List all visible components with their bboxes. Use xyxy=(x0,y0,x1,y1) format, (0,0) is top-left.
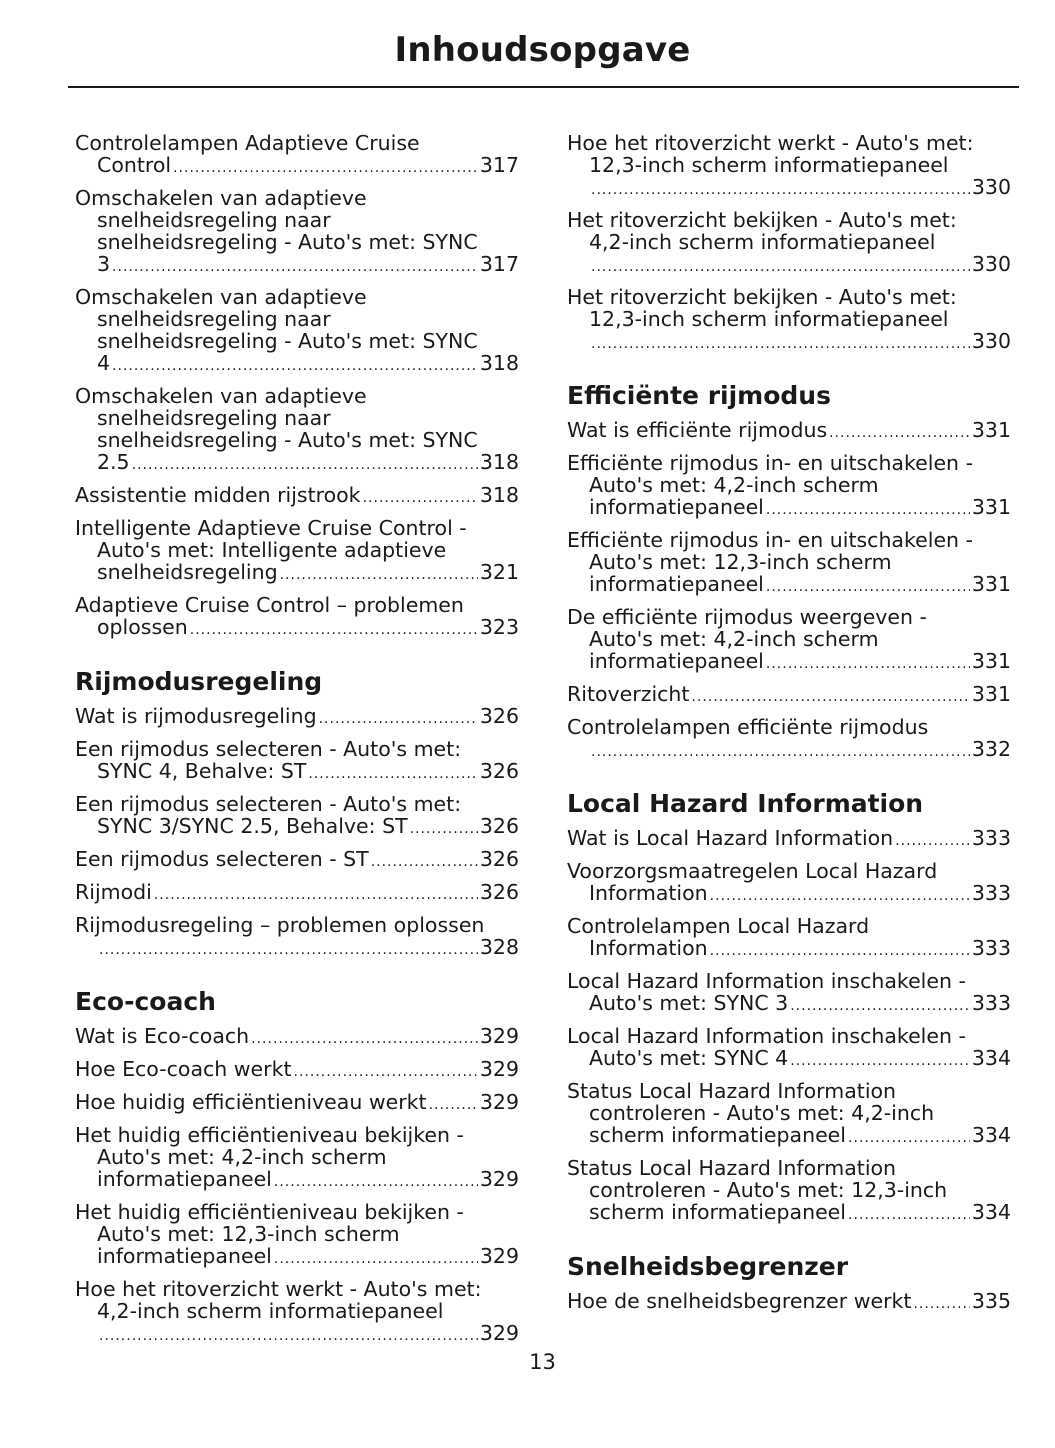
toc-entry[interactable] xyxy=(567,1290,1011,1315)
toc-entry-label: SYNC 4, Behalve: ST xyxy=(97,759,307,783)
toc-entry[interactable] xyxy=(567,716,1011,763)
toc-entry-label: 3 xyxy=(97,252,111,276)
dot-leader xyxy=(112,256,478,278)
dot-leader xyxy=(429,1094,478,1116)
toc-page-number: 323 xyxy=(479,615,519,639)
toc-entry-label: Wat is efficiënte rijmodus xyxy=(567,418,828,442)
toc-entry-line: Auto's met: 12,3-inch scherm xyxy=(589,550,892,574)
toc-entry-line: Omschakelen van adaptieve xyxy=(75,384,367,408)
toc-page-number: 333 xyxy=(971,826,1011,850)
toc-page-number: 331 xyxy=(971,572,1011,596)
toc-entry-label: informatiepaneel xyxy=(589,495,764,519)
toc-entry[interactable] xyxy=(75,848,519,873)
toc-entry-line: Status Local Hazard Information xyxy=(567,1156,897,1180)
toc-entry-line: Status Local Hazard Information xyxy=(567,1079,897,1103)
toc-page-number: 317 xyxy=(479,153,519,177)
toc-page-number: 331 xyxy=(971,495,1011,519)
header-divider xyxy=(68,86,1019,88)
dot-leader xyxy=(829,422,970,444)
toc-entry-label: SYNC 3/SYNC 2.5, Behalve: ST xyxy=(97,814,408,838)
toc-page-number: 326 xyxy=(479,704,519,728)
dot-leader xyxy=(848,1204,970,1226)
toc-entry-label: informatiepaneel xyxy=(97,1244,272,1268)
toc-entry-line: Een rijmodus selecteren - Auto's met: xyxy=(75,737,462,761)
toc-page-number: 326 xyxy=(479,814,519,838)
dot-leader xyxy=(154,884,478,906)
toc-entry[interactable] xyxy=(567,1080,1011,1149)
toc-section-heading: Snelheidsbegrenzer xyxy=(567,1252,849,1281)
toc-page-number: 333 xyxy=(971,991,1011,1015)
dot-leader xyxy=(274,1248,478,1270)
toc-entry-line: controleren - Auto's met: 12,3-inch xyxy=(589,1178,948,1202)
toc-entry-label: scherm informatiepaneel xyxy=(589,1123,846,1147)
toc-entry-line: Efficiënte rijmodus in- en uitschakelen - xyxy=(567,528,973,552)
toc-page-number: 321 xyxy=(479,560,519,584)
toc-entry[interactable] xyxy=(567,452,1011,521)
dot-leader xyxy=(691,686,969,708)
toc-entry-line: Auto's met: Intelligente adaptieve xyxy=(97,538,447,562)
dot-leader xyxy=(274,1171,478,1193)
toc-entry-line: snelheidsregeling - Auto's met: SYNC xyxy=(97,230,478,254)
dot-leader xyxy=(790,1050,970,1072)
toc-entry[interactable] xyxy=(75,705,519,730)
toc-entry[interactable] xyxy=(567,606,1011,675)
dot-leader xyxy=(710,940,970,962)
dot-leader xyxy=(294,1061,478,1083)
toc-entry-line: Intelligente Adaptieve Cruise Control - xyxy=(75,516,467,540)
toc-entry[interactable] xyxy=(75,1058,519,1083)
toc-entry[interactable] xyxy=(75,793,519,840)
dot-leader xyxy=(766,499,970,521)
dot-leader xyxy=(251,1028,478,1050)
page-title: Inhoudsopgave xyxy=(394,30,691,70)
toc-entry[interactable] xyxy=(75,1278,519,1347)
toc-page-number: 318 xyxy=(479,483,519,507)
toc-entry-line: Controlelampen Local Hazard xyxy=(567,914,870,938)
toc-entry-line: 4,2-inch scherm informatiepaneel xyxy=(97,1299,444,1323)
toc-entry-line: Adaptieve Cruise Control – problemen xyxy=(75,593,464,617)
dot-leader xyxy=(790,995,970,1017)
toc-column-left xyxy=(75,132,519,1355)
toc-page-number: 332 xyxy=(971,737,1011,761)
dot-leader xyxy=(173,157,478,179)
toc-entry-label: Rijmodi xyxy=(75,880,152,904)
toc-entry-line: Efficiënte rijmodus in- en uitschakelen - xyxy=(567,451,973,475)
toc-entry-label: Wat is Eco-coach xyxy=(75,1024,250,1048)
toc-page-number: 326 xyxy=(479,759,519,783)
toc-entry-label: Hoe huidig efficiëntieniveau werkt xyxy=(75,1090,427,1114)
toc-section-heading: Efficiënte rijmodus xyxy=(567,381,831,410)
toc-entry[interactable] xyxy=(75,881,519,906)
dot-leader xyxy=(591,256,970,278)
toc-entry[interactable] xyxy=(75,1025,519,1050)
toc-page-number: 329 xyxy=(479,1321,519,1345)
toc-page-number: 329 xyxy=(479,1057,519,1081)
toc-entry-line: Hoe het ritoverzicht werkt - Auto's met: xyxy=(75,1277,482,1301)
toc-entry-label: informatiepaneel xyxy=(589,649,764,673)
toc-entry-label: informatiepaneel xyxy=(97,1167,272,1191)
toc-page-number: 333 xyxy=(971,881,1011,905)
toc-page-number: 326 xyxy=(479,880,519,904)
toc-section-heading: Local Hazard Information xyxy=(567,789,924,818)
toc-entry[interactable] xyxy=(75,1091,519,1116)
toc-entry[interactable] xyxy=(75,484,519,509)
toc-entry-line: Auto's met: 12,3-inch scherm xyxy=(97,1222,400,1246)
toc-entry-label: Hoe Eco-coach werkt xyxy=(75,1057,292,1081)
toc-entry-line: Omschakelen van adaptieve xyxy=(75,186,367,210)
dot-leader xyxy=(848,1127,970,1149)
toc-entry-label: snelheidsregeling xyxy=(97,560,278,584)
toc-entry[interactable] xyxy=(567,827,1011,852)
toc-entry-label: Assistentie midden rijstrook xyxy=(75,483,361,507)
toc-entry-line: snelheidsregeling naar xyxy=(97,307,331,331)
toc-column-right xyxy=(567,132,1011,1323)
toc-entry[interactable] xyxy=(567,419,1011,444)
toc-entry-line: Local Hazard Information inschakelen - xyxy=(567,1024,966,1048)
toc-entry-line: snelheidsregeling naar xyxy=(97,208,331,232)
dot-leader xyxy=(371,851,478,873)
toc-section-heading: Eco-coach xyxy=(75,987,216,1016)
toc-entry-line: controleren - Auto's met: 4,2-inch xyxy=(589,1101,935,1125)
toc-entry[interactable] xyxy=(567,915,1011,962)
toc-entry-label: 2.5 xyxy=(97,450,130,474)
toc-page-number: 329 xyxy=(479,1090,519,1114)
toc-entry-line: Hoe het ritoverzicht werkt - Auto's met: xyxy=(567,131,974,155)
toc-entry[interactable] xyxy=(75,132,519,179)
toc-entry-line: Het ritoverzicht bekijken - Auto's met: xyxy=(567,285,957,309)
toc-entry[interactable] xyxy=(567,132,1011,201)
toc-entry[interactable] xyxy=(75,187,519,278)
dot-leader xyxy=(99,1325,478,1347)
toc-entry-line: Auto's met: 4,2-inch scherm xyxy=(97,1145,387,1169)
dot-leader xyxy=(766,576,970,598)
toc-entry-label: Control xyxy=(97,153,172,177)
toc-section-heading: Rijmodusregeling xyxy=(75,667,323,696)
dot-leader xyxy=(895,830,970,852)
toc-entry[interactable] xyxy=(567,860,1011,907)
toc-page-number: 334 xyxy=(971,1200,1011,1224)
toc-entry-line: snelheidsregeling - Auto's met: SYNC xyxy=(97,428,478,452)
toc-entry-line: Local Hazard Information inschakelen - xyxy=(567,969,966,993)
toc-entry-line: Het ritoverzicht bekijken - Auto's met: xyxy=(567,208,957,232)
toc-entry-line: Het huidig efficiëntieniveau bekijken - xyxy=(75,1200,464,1224)
toc-entry-line: snelheidsregeling - Auto's met: SYNC xyxy=(97,329,478,353)
toc-page-number: 318 xyxy=(479,450,519,474)
toc-page-number: 331 xyxy=(971,418,1011,442)
toc-entry[interactable] xyxy=(75,914,519,961)
dot-leader xyxy=(710,885,970,907)
toc-page-number: 329 xyxy=(479,1167,519,1191)
toc-page-number: 329 xyxy=(479,1244,519,1268)
toc-page-number: 334 xyxy=(971,1046,1011,1070)
dot-leader xyxy=(190,619,478,641)
toc-entry[interactable] xyxy=(567,1025,1011,1072)
toc-entry-line: De efficiënte rijmodus weergeven - xyxy=(567,605,927,629)
toc-entry[interactable] xyxy=(567,970,1011,1017)
toc-entry-label: Information xyxy=(589,881,708,905)
toc-entry-line: Het huidig efficiëntieniveau bekijken - xyxy=(75,1123,464,1147)
toc-entry-label: oplossen xyxy=(97,615,188,639)
toc-entry[interactable] xyxy=(567,529,1011,598)
toc-entry[interactable] xyxy=(75,1124,519,1193)
toc-page-number: 333 xyxy=(971,936,1011,960)
toc-page-number: 318 xyxy=(479,351,519,375)
toc-entry[interactable] xyxy=(75,738,519,785)
toc-entry-label: Wat is Local Hazard Information xyxy=(567,826,894,850)
toc-entry[interactable] xyxy=(567,209,1011,278)
toc-entry[interactable] xyxy=(75,385,519,476)
toc-entry-line: Rijmodusregeling – problemen oplossen xyxy=(75,913,485,937)
dot-leader xyxy=(132,454,478,476)
dot-leader xyxy=(591,741,970,763)
dot-leader xyxy=(112,355,478,377)
dot-leader xyxy=(99,939,478,961)
toc-entry-label: Een rijmodus selecteren - ST xyxy=(75,847,369,871)
toc-page-number: 330 xyxy=(971,329,1011,353)
toc-entry[interactable] xyxy=(75,594,519,641)
toc-entry-line: 12,3-inch scherm informatiepaneel xyxy=(589,307,949,331)
dot-leader xyxy=(766,653,970,675)
toc-entry-label: Hoe de snelheidsbegrenzer werkt xyxy=(567,1289,912,1313)
toc-entry-line: snelheidsregeling naar xyxy=(97,406,331,430)
toc-entry-line: Controlelampen Adaptieve Cruise xyxy=(75,131,420,155)
toc-page-number: 334 xyxy=(971,1123,1011,1147)
toc-entry-line: 12,3-inch scherm informatiepaneel xyxy=(589,153,949,177)
toc-entry-line: 4,2-inch scherm informatiepaneel xyxy=(589,230,936,254)
toc-entry[interactable] xyxy=(75,286,519,377)
page-header xyxy=(0,30,1055,70)
toc-entry-label: 4 xyxy=(97,351,111,375)
toc-page-number: 330 xyxy=(971,175,1011,199)
toc-entry-label: Information xyxy=(589,936,708,960)
dot-leader xyxy=(591,179,970,201)
toc-page-number: 330 xyxy=(971,252,1011,276)
toc-entry[interactable] xyxy=(567,286,1011,355)
dot-leader xyxy=(591,333,970,355)
toc-page-number: 328 xyxy=(479,935,519,959)
toc-entry[interactable] xyxy=(75,517,519,586)
toc-entry[interactable] xyxy=(567,1157,1011,1226)
dot-leader xyxy=(308,763,477,785)
toc-entry-line: Omschakelen van adaptieve xyxy=(75,285,367,309)
toc-entry-label: informatiepaneel xyxy=(589,572,764,596)
dot-leader xyxy=(410,818,478,840)
toc-page-number: 331 xyxy=(971,649,1011,673)
toc-entry-label: Auto's met: SYNC 4 xyxy=(589,1046,789,1070)
toc-entry-line: Auto's met: 4,2-inch scherm xyxy=(589,473,879,497)
dot-leader xyxy=(280,564,478,586)
toc-entry-label: Wat is rijmodusregeling xyxy=(75,704,317,728)
toc-page-number: 335 xyxy=(971,1289,1011,1313)
toc-entry[interactable] xyxy=(75,1201,519,1270)
toc-entry-label: Ritoverzicht xyxy=(567,682,690,706)
page-number: 13 xyxy=(529,1350,556,1374)
toc-entry-line: Een rijmodus selecteren - Auto's met: xyxy=(75,792,462,816)
toc-page-number: 326 xyxy=(479,847,519,871)
dot-leader xyxy=(363,487,478,509)
toc-entry-label: Auto's met: SYNC 3 xyxy=(589,991,789,1015)
toc-entry-line: Voorzorgsmaatregelen Local Hazard xyxy=(567,859,938,883)
dot-leader xyxy=(319,708,478,730)
dot-leader xyxy=(913,1293,969,1315)
toc-page-number: 329 xyxy=(479,1024,519,1048)
toc-entry-line: Controlelampen efficiënte rijmodus xyxy=(567,715,929,739)
toc-page-number: 317 xyxy=(479,252,519,276)
toc-page-number: 331 xyxy=(971,682,1011,706)
toc-entry-label: scherm informatiepaneel xyxy=(589,1200,846,1224)
toc-entry[interactable] xyxy=(567,683,1011,708)
toc-entry-line: Auto's met: 4,2-inch scherm xyxy=(589,627,879,651)
